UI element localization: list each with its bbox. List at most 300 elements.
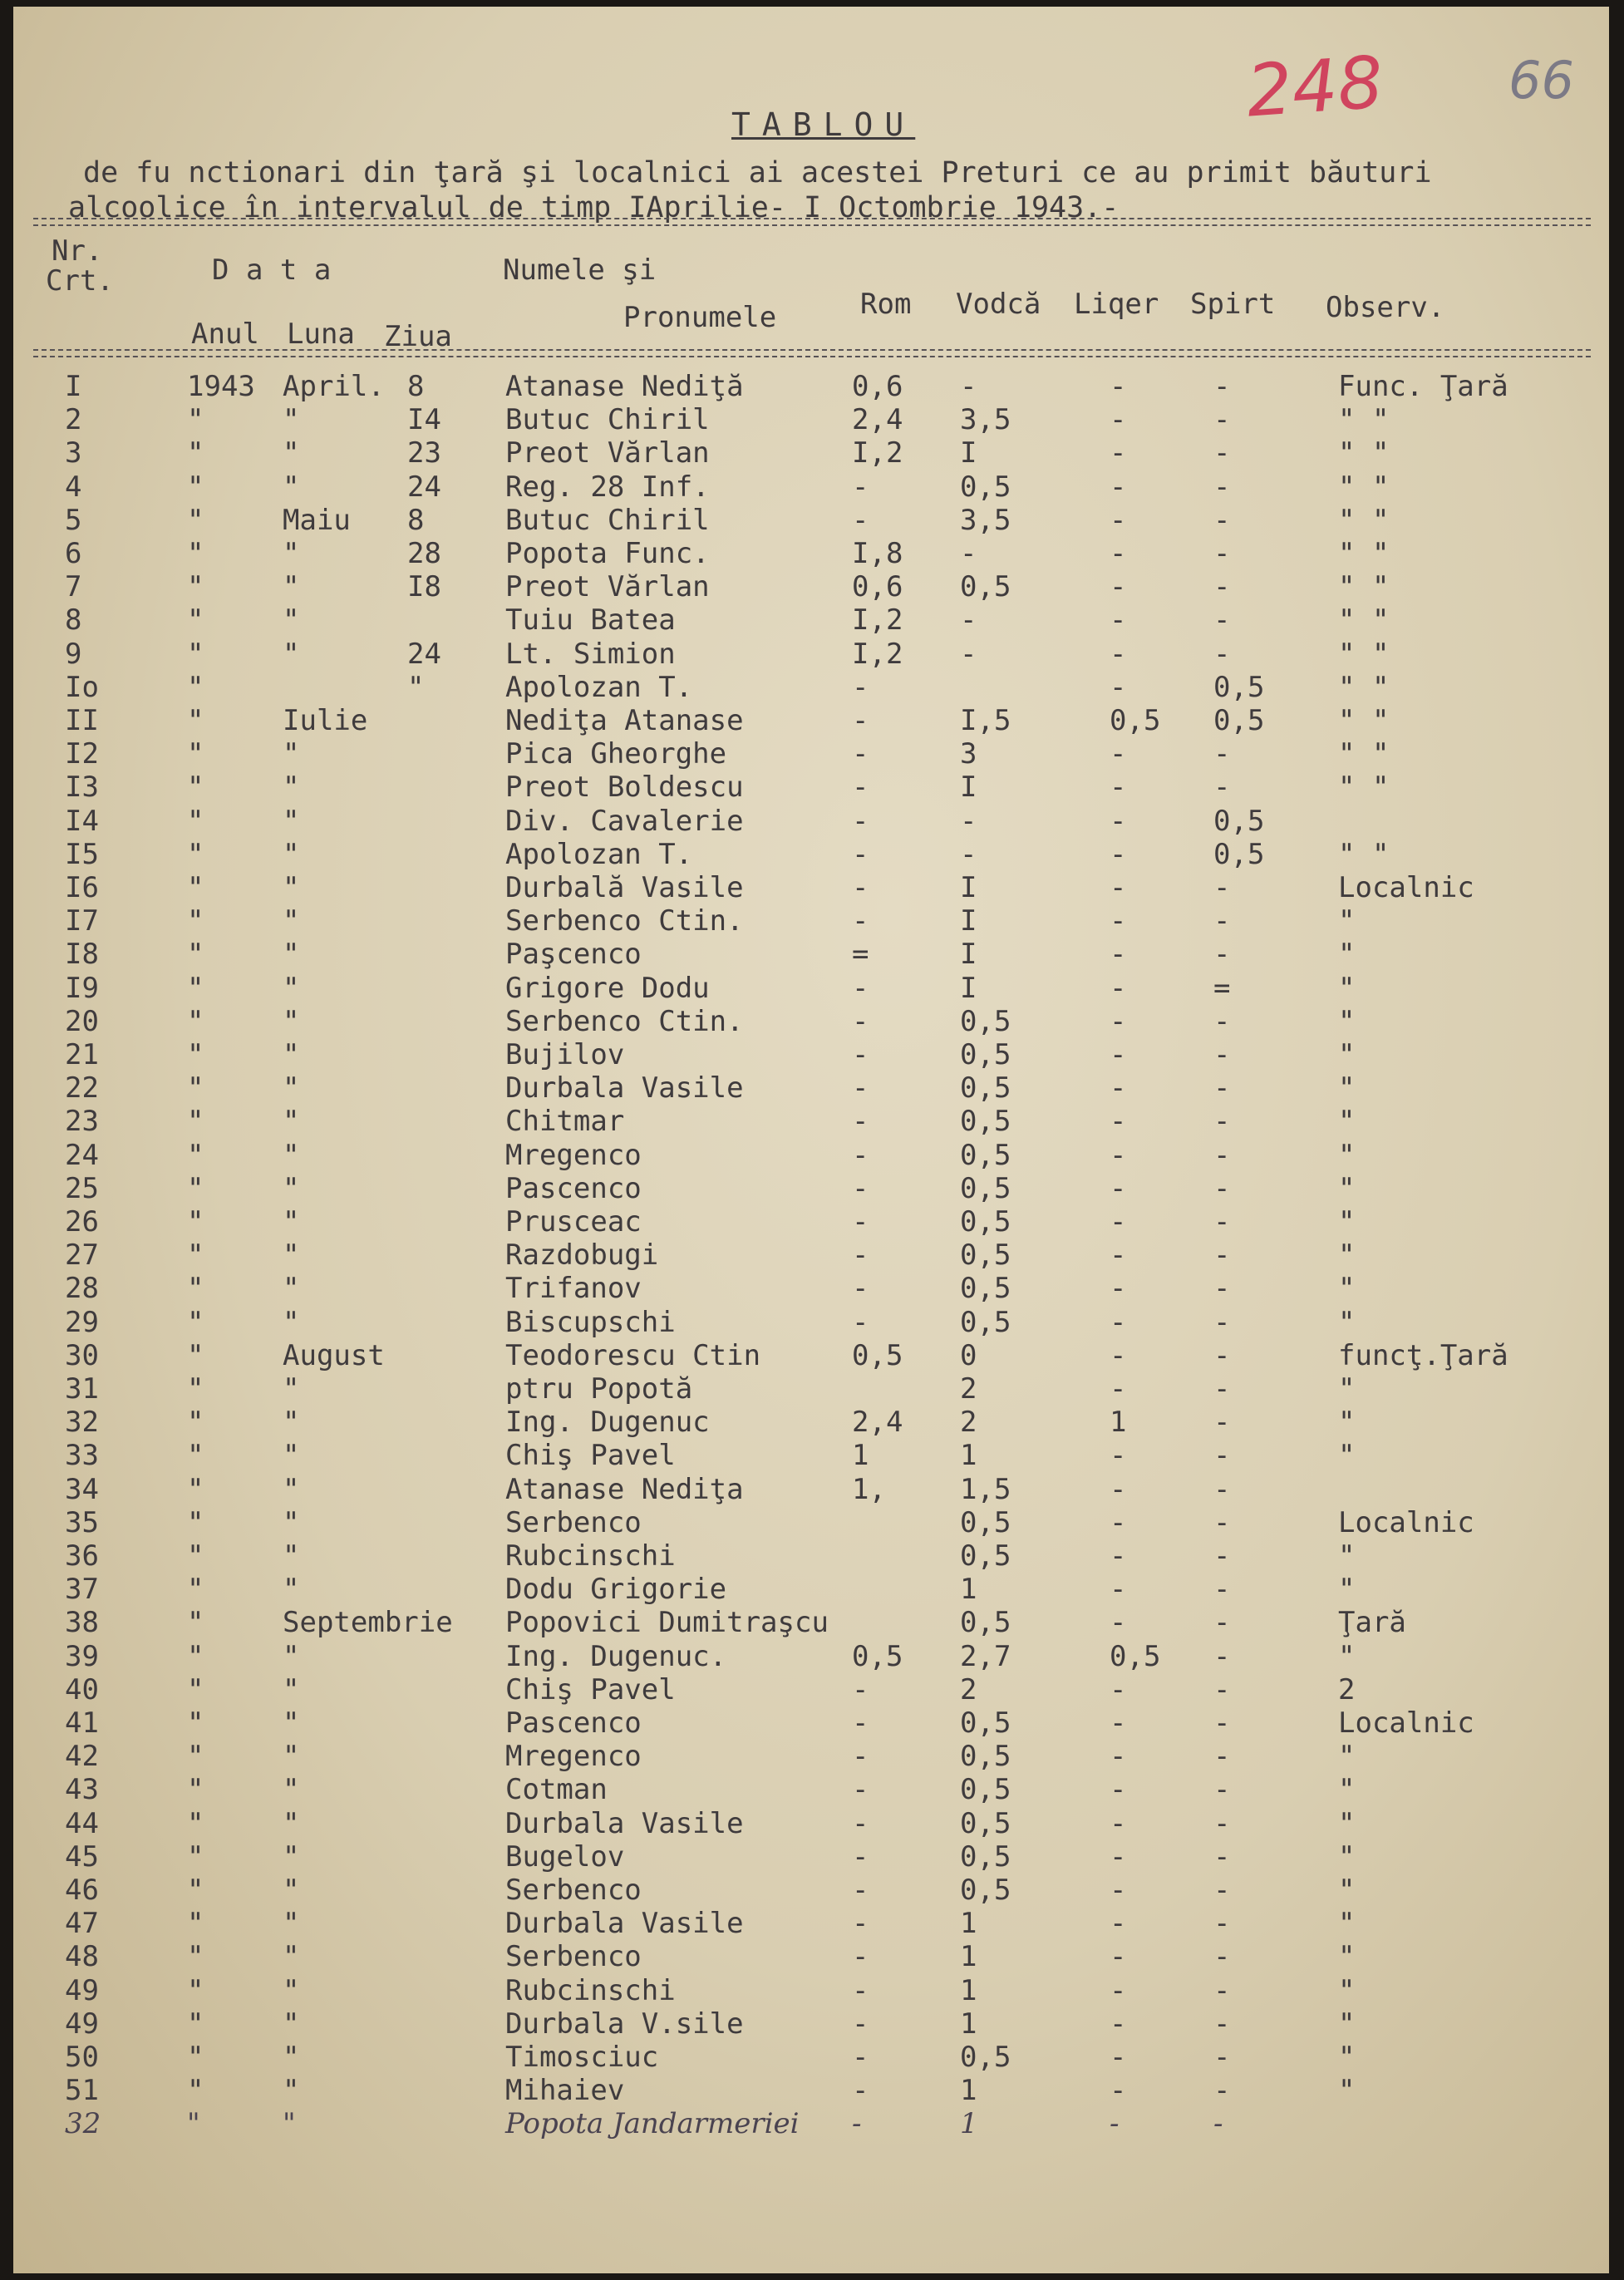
row-number: 4 [65,470,82,504]
row-year: " [187,2007,204,2041]
row-number: Io [65,670,99,704]
row-observatii: " [1338,1940,1356,1974]
row-number: 41 [65,1706,99,1740]
row-vodca: I [960,871,977,904]
row-vodca: 0,5 [960,1205,1011,1238]
row-vodca: 1 [960,1940,977,1974]
row-observatii: Localnic [1338,1706,1474,1740]
row-observatii: " [1338,2074,1356,2108]
row-year: " [187,1907,204,1941]
col-ziua: Ziua [384,320,452,353]
row-month: " [283,737,300,771]
row-vodca: 1 [960,1973,977,2007]
row-name: Popovici Dumitraşcu [505,1606,829,1640]
row-year: " [187,1639,204,1673]
row-observatii: " " [1338,771,1390,805]
row-month: " [283,1004,300,1038]
row-spirt: - [1213,1740,1231,1774]
row-liqer: - [1110,1806,1127,1840]
row-observatii: " [1338,1105,1356,1139]
row-year: " [187,1505,204,1539]
row-year: " [187,470,204,504]
row-number: 8 [65,603,82,638]
row-spirt: - [1213,1305,1231,1339]
row-spirt: - [1213,1071,1231,1106]
row-month: " [283,1706,300,1740]
row-name: Razdobugi [505,1238,659,1273]
row-spirt: - [1213,1539,1231,1573]
row-number: 33 [65,1439,99,1473]
row-liqer: - [1110,1672,1127,1706]
row-month: " [283,470,300,504]
row-name: Cotman [505,1773,608,1807]
row-year: " [187,1606,204,1640]
row-month: " [283,1740,300,1774]
row-observatii: " [1338,971,1356,1005]
row-name: Reg. 28 Inf. [505,470,710,504]
row-liqer: - [1110,1472,1127,1506]
row-observatii: " [1338,1907,1356,1941]
row-liqer: - [1110,1573,1127,1607]
row-day: 28 [407,537,441,570]
row-observatii: " [1338,1305,1356,1339]
row-vodca: 0 [960,1338,977,1372]
row-rom: 1 [852,1439,869,1473]
row-month: Maiu [283,503,351,537]
row-observatii: " " [1338,570,1390,604]
row-liqer: - [1110,737,1127,771]
col-liqer: Liqer [1074,288,1159,321]
row-rom: - [852,1773,869,1807]
row-spirt: - [1213,1505,1231,1539]
row-vodca: 0,5 [960,570,1011,604]
row-spirt: - [1213,1205,1231,1238]
row-observatii: " [1338,938,1356,972]
row-month: " [283,2074,300,2108]
row-name: Serbenco Ctin. [505,1004,744,1038]
row-observatii: " [1338,1806,1356,1840]
row-liqer: 0,5 [1110,1639,1161,1673]
row-observatii: " [1338,1004,1356,1038]
row-number: 9 [65,637,82,671]
col-nume: Numele şi [503,254,657,287]
row-month: " [283,603,300,638]
row-rom: - [852,1138,869,1172]
row-month: April. [283,370,385,403]
row-rom: - [852,1874,869,1907]
row-rom: - [852,1907,869,1941]
row-vodca: 0,5 [960,1272,1011,1306]
row-year: " [187,938,204,972]
row-name: Atanase Nediţă [505,370,744,403]
row-vodca: 0,5 [960,1539,1011,1573]
row-vodca: 0,5 [960,1171,1011,1205]
row-name: Grigore Dodu [505,971,710,1005]
row-name: Timosciuc [505,2041,659,2074]
row-number: II [65,704,99,737]
row-spirt: - [1213,1706,1231,1740]
row-liqer: - [1110,1138,1127,1172]
row-year: " [187,837,204,871]
row-vodca: 0,5 [960,1105,1011,1139]
row-month: " [283,1439,300,1473]
row-year: " [187,537,204,570]
col-rom: Rom [860,288,912,321]
row-spirt: - [1213,1639,1231,1673]
row-name: Ing. Dugenuc [505,1406,710,1440]
row-name: Biscupschi [505,1305,676,1339]
row-spirt: - [1213,470,1231,504]
row-month: " [283,771,300,805]
row-spirt: - [1213,904,1231,938]
row-day: 24 [407,470,441,504]
row-vodca: 0,5 [960,1004,1011,1038]
row-month: Septembrie [283,1606,453,1640]
row-year: " [187,871,204,904]
row-vodca: 0,5 [960,1038,1011,1071]
row-year: " [187,971,204,1005]
row-rom: - [852,1973,869,2007]
row-number: 47 [65,1907,99,1941]
row-year: " [187,1105,204,1139]
row-spirt: 0,5 [1213,704,1265,737]
row-observatii: " [1338,1406,1356,1440]
row-vodca: 1 [960,1573,977,1607]
row-liqer: - [1110,1272,1127,1306]
row-spirt: - [1213,1672,1231,1706]
row-vodca: 0,5 [960,1238,1011,1273]
row-liqer: - [1110,2041,1127,2074]
row-year: " [187,1874,204,1907]
row-year: " [187,1038,204,1071]
row-name: Butuc Chiril [505,503,710,537]
row-year: 1943 [187,370,255,403]
row-rom: - [852,2074,869,2108]
row-number: 36 [65,1539,99,1573]
col-vodca: Vodcă [956,288,1041,321]
row-spirt: - [1213,1406,1231,1440]
row-name: Paşcenco [505,938,642,972]
row-observatii: " [1338,1238,1356,1273]
row-year: " [187,1706,204,1740]
row-name: Durbala Vasile [505,1071,744,1106]
row-year: " [187,2074,204,2108]
col-data: D a t a [212,254,332,287]
row-vodca: I [960,971,977,1005]
row-month: Iulie [283,704,368,737]
row-liqer: - [1110,1171,1127,1205]
col-spirt: Spirt [1190,288,1276,321]
row-spirt: - [1213,1773,1231,1807]
row-month: " [283,570,300,604]
row-observatii: " [1338,1205,1356,1238]
row-name: Serbenco [505,1874,642,1907]
row-year: " [187,1138,204,1172]
row-spirt: - [1213,1038,1231,1071]
row-observatii: " [1338,2041,1356,2074]
row-year: " [187,570,204,604]
row-year: " [187,1439,204,1473]
row-name: Mregenco [505,1138,642,1172]
row-number: 24 [65,1138,99,1172]
row-spirt: - [1213,1105,1231,1139]
row-number: 45 [65,1839,99,1874]
row-vodca: 2 [960,1672,977,1706]
row-liqer: - [1110,1205,1127,1238]
row-name: Apolozan T. [505,670,693,704]
row-vodca: - [960,837,977,871]
row-number: 35 [65,1505,99,1539]
row-year: " [187,603,204,638]
row-number: 40 [65,1672,99,1706]
row-spirt: - [1213,1573,1231,1607]
row-liqer: - [1110,1338,1127,1372]
row-number: 22 [65,1071,99,1106]
row-name: Serbenco [505,1505,642,1539]
row-spirt: - [1213,503,1231,537]
row-rom: I,2 [852,603,903,638]
row-name: Popota Jandarmeriei [505,2107,800,2141]
row-spirt: = [1213,971,1231,1005]
row-month: " [283,1138,300,1172]
row-month: August [283,1338,385,1372]
row-name: Rubcinschi [505,1539,676,1573]
row-number: I3 [65,771,99,805]
row-rom: 0,6 [852,370,903,403]
row-year: " [187,1806,204,1840]
row-rom: I,2 [852,637,903,671]
row-name: ptru Popotă [505,1372,693,1406]
row-month: " [283,1038,300,1071]
row-name: Pascenco [505,1171,642,1205]
row-liqer: - [1110,470,1127,504]
row-month: " [283,2007,300,2041]
heading-rule [33,218,1591,226]
row-day: 23 [407,436,441,470]
row-observatii: " [1338,1874,1356,1907]
row-year: " [187,1472,204,1506]
row-year: " [187,1940,204,1974]
row-month: " [283,1806,300,1840]
row-liqer: - [1110,1439,1127,1473]
row-year: " [187,503,204,537]
row-year: " [187,1272,204,1306]
row-name: Mregenco [505,1740,642,1774]
row-month: " [283,637,300,671]
row-rom: - [852,904,869,938]
row-month: " [283,1305,300,1339]
row-month: " [283,1539,300,1573]
row-month: " [283,1973,300,2007]
row-month: " [283,2041,300,2074]
row-spirt: - [1213,1238,1231,1273]
row-observatii: " [1338,1973,1356,2007]
row-spirt: - [1213,436,1231,470]
row-liqer: - [1110,503,1127,537]
row-year: " [187,1839,204,1874]
row-name: Trifanov [505,1272,642,1306]
row-vodca: 0,5 [960,1874,1011,1907]
row-vodca: 0,5 [960,1740,1011,1774]
row-liqer: - [1110,1907,1127,1941]
row-name: Pascenco [505,1706,642,1740]
row-name: Pica Gheorghe [505,737,727,771]
row-name: Butuc Chiril [505,403,710,437]
row-observatii: " " [1338,704,1390,737]
row-observatii: " " [1338,436,1390,470]
row-spirt: - [1213,570,1231,604]
row-liqer: - [1110,1505,1127,1539]
row-liqer: - [1110,570,1127,604]
row-spirt: - [1213,1472,1231,1506]
row-month: " [283,971,300,1005]
red-pencil-folio: 248 [1243,41,1386,134]
row-vodca: 0,5 [960,2041,1011,2074]
col-luna: Luna [287,318,355,351]
row-vodca: 0,5 [960,1606,1011,1640]
heading-line-1: de fu nctionari din ţară şi localnici ai acestei Preturi ce au primit băuturi [83,156,1432,190]
row-observatii: " " [1338,637,1390,671]
row-observatii: Localnic [1338,1505,1474,1539]
row-observatii: funcţ.Ţară [1338,1338,1508,1372]
row-rom: - [852,1806,869,1840]
row-year: " [187,2107,200,2141]
row-number: 50 [65,2041,99,2074]
row-vodca: 3 [960,737,977,771]
row-rom: 2,4 [852,403,903,437]
row-liqer: - [1110,1839,1127,1874]
row-year: " [187,670,204,704]
row-name: Dodu Grigorie [505,1573,727,1607]
row-spirt: - [1213,2107,1223,2141]
document-title: TABLOU [731,106,916,143]
row-rom: - [852,1740,869,1774]
row-name: Serbenco [505,1940,642,1974]
row-year: " [187,436,204,470]
row-liqer: - [1110,1038,1127,1071]
row-spirt: - [1213,1138,1231,1172]
row-rom: 1, [852,1472,886,1506]
row-observatii: " " [1338,737,1390,771]
row-liqer: 0,5 [1110,704,1161,737]
row-name: Durbală Vasile [505,871,744,904]
row-month: " [283,1472,300,1506]
row-name: Ing. Dugenuc. [505,1639,727,1673]
row-spirt: - [1213,403,1231,437]
row-month: " [283,1874,300,1907]
row-spirt: - [1213,1973,1231,2007]
row-number: 31 [65,1372,99,1406]
row-observatii: " [1338,1839,1356,1874]
row-vodca: 0,5 [960,1706,1011,1740]
row-liqer: - [1110,403,1127,437]
row-rom: - [852,1305,869,1339]
row-month: " [283,1238,300,1273]
row-year: " [187,1672,204,1706]
row-spirt: - [1213,2007,1231,2041]
row-vodca: 2 [960,1406,977,1440]
row-name: Mihaiev [505,2074,625,2108]
row-spirt: - [1213,2074,1231,2108]
row-vodca: 0,5 [960,1773,1011,1807]
row-liqer: - [1110,1706,1127,1740]
row-liqer: - [1110,1105,1127,1139]
row-liqer: - [1110,2007,1127,2041]
row-number: 26 [65,1205,99,1238]
row-rom: 0,6 [852,570,903,604]
row-liqer: - [1110,1773,1127,1807]
row-year: " [187,637,204,671]
row-spirt: - [1213,938,1231,972]
row-month: " [283,1406,300,1440]
row-observatii: Localnic [1338,871,1474,904]
row-year: " [187,2041,204,2074]
row-vodca: 3,5 [960,403,1011,437]
row-name: Div. Cavalerie [505,804,744,838]
row-liqer: - [1110,603,1127,638]
row-spirt: 0,5 [1213,804,1265,838]
row-rom: - [852,1706,869,1740]
row-number: 37 [65,1573,99,1607]
row-name: Durbala Vasile [505,1907,744,1941]
row-number: 2 [65,403,82,437]
row-liqer: - [1110,1606,1127,1640]
row-year: " [187,704,204,737]
row-name: Teodorescu Ctin [505,1338,761,1372]
row-number: 21 [65,1038,99,1071]
row-vodca: 0,5 [960,1138,1011,1172]
row-vodca: I [960,436,977,470]
row-rom: 0,5 [852,1639,903,1673]
row-spirt: - [1213,1839,1231,1874]
row-year: " [187,1372,204,1406]
pencil-folio: 66 [1508,50,1574,111]
row-vodca: - [960,537,977,570]
row-year: " [187,1238,204,1273]
row-rom: - [852,1672,869,1706]
row-year: " [187,771,204,805]
row-year: " [187,1071,204,1106]
row-observatii: " " [1338,403,1390,437]
row-spirt: - [1213,1272,1231,1306]
row-liqer: - [1110,904,1127,938]
row-name: Nediţa Atanase [505,704,744,737]
row-vodca: 0,5 [960,1806,1011,1840]
row-year: " [187,1004,204,1038]
row-rom: 0,5 [852,1338,903,1372]
row-month: " [283,1071,300,1106]
row-rom: - [852,971,869,1005]
row-vodca: 2 [960,1372,977,1406]
row-rom: - [852,1004,869,1038]
row-year: " [187,1539,204,1573]
row-name: Tuiu Batea [505,603,676,638]
col-pronume: Pronumele [623,301,777,334]
row-number: 27 [65,1238,99,1273]
row-rom: - [852,1105,869,1139]
col-nr: Nr. [52,234,103,268]
row-month: " [283,1907,300,1941]
row-rom: 2,4 [852,1406,903,1440]
row-vodca: - [960,637,977,671]
row-month: " [283,1372,300,1406]
row-year: " [187,1406,204,1440]
row-spirt: - [1213,1940,1231,1974]
row-vodca: 0,5 [960,1305,1011,1339]
row-month: " [283,1205,300,1238]
row-spirt: - [1213,1372,1231,1406]
row-rom: - [852,704,869,737]
